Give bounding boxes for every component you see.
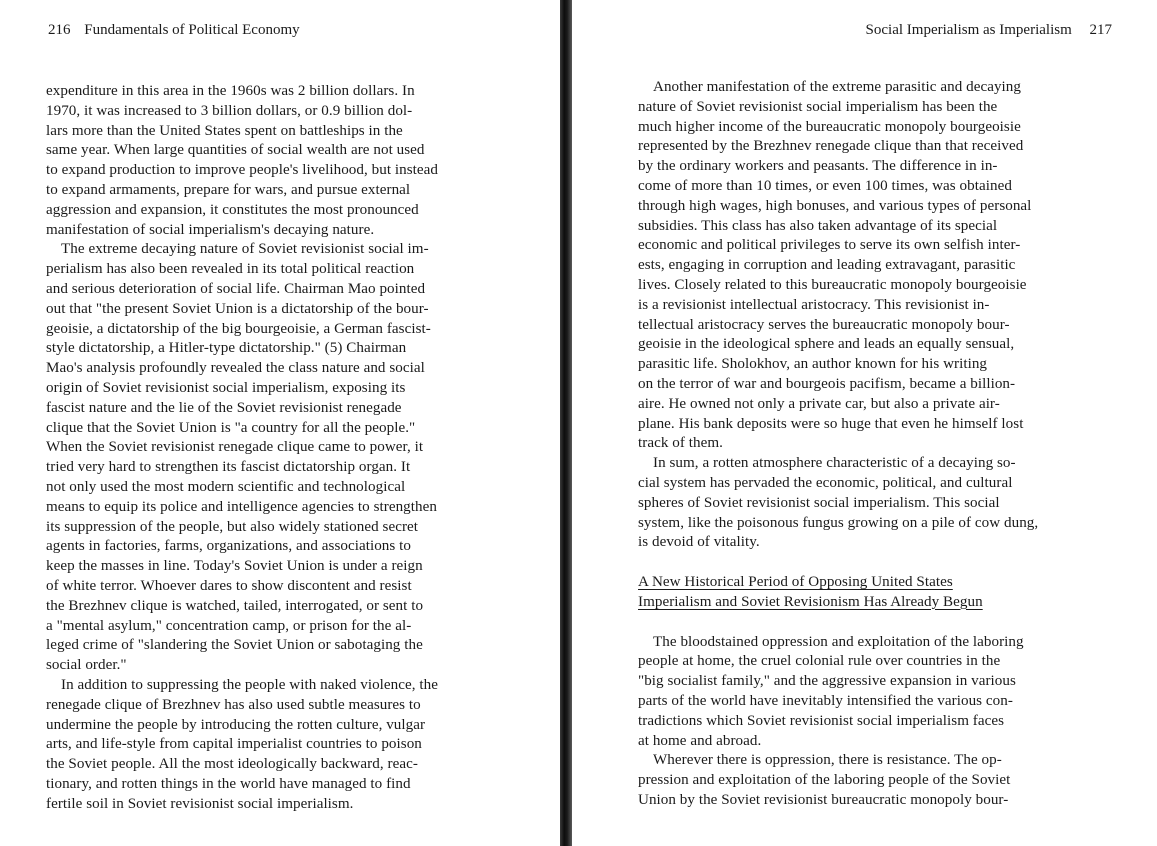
text-line: a "mental asylum," concentration camp, or prison for the al- [46,617,412,634]
text-line: tellectual aristocracy serves the bureaucratic monopoly bour- [638,316,1010,333]
text-line: renegade clique of Brezhnev has also used subtle measures to [46,696,421,713]
text-line: and serious deterioration of social life. Chairman Mao pointed [46,280,426,297]
text-line: parasitic life. Sholokhov, an author known for his writing [638,356,988,373]
right-page-number: 217 [1089,22,1112,38]
text-line: perialism has also been revealed in its total political reaction [46,261,415,278]
text-line: through high wages, high bonuses, and various types of personal [638,197,1032,214]
text-line: lives. Closely related to this bureaucratic monopoly bourgeoisie [638,276,1027,293]
text-line: lars more than the United States spent on battleships in the [46,122,403,139]
text-line: arts, and life-style from capital imperialist countries to poison [46,736,422,753]
text-line: parts of the world have inevitably intensified the various con- [638,692,1013,709]
left-running-head [48,20,300,40]
text-line: keep the masses in line. Today's Soviet Union is under a reign [46,558,423,575]
text-line: subsidies. This class has also taken advantage of its special [638,217,998,234]
text-line: the Soviet people. All the most ideologically backward, reac- [46,756,418,773]
right-running-head [866,20,1112,40]
text-line: aggression and expansion, it constitutes the most pronounced [46,201,419,218]
text-line: 1970, it was increased to 3 billion dollars, or 0.9 billion dol- [46,102,413,119]
text-line: In sum, a rotten atmosphere characteristic of a decaying so- [653,455,1016,472]
text-line: its suppression of the people, but also widely stationed secret [46,518,419,535]
right-page [572,0,1157,846]
text-line: The extreme decaying nature of Soviet revisionist social im- [61,241,429,258]
text-line: cial system has pervaded the economic, political, and cultural [638,474,1013,491]
text-line: undermine the people by introducing the rotten culture, vulgar [46,716,426,733]
text-line: by the ordinary workers and peasants. The difference in in- [638,158,998,175]
text-line: track of them. [638,435,723,452]
text-line: come of more than 10 times, or even 100 times, was obtained [638,177,1012,194]
text-line: much higher income of the bureaucratic monopoly bourgeoisie [638,118,1021,135]
text-line: to expand armaments, prepare for wars, and pursue external [46,181,411,198]
text-line: out that "the present Soviet Union is a dictatorship of the bour- [46,300,429,317]
text-line: nature of Soviet revisionist social imperialism has been the [638,98,998,115]
text-line: pression and exploitation of the laboring people of the Soviet [638,772,1011,789]
text-line: leged crime of "slandering the Soviet Union or sabotaging the [46,637,423,654]
text-line: of white terror. Whoever dares to show discontent and resist [46,577,412,594]
text-line: Wherever there is oppression, there is resistance. The op- [653,752,1002,769]
text-line: geoisie in the ideological sphere and leads an equally sensual, [638,336,1015,353]
text-line: expenditure in this area in the 1960s was 2 billion dollars. In [46,83,415,99]
text-line: fertile soil in Soviet revisionist social imperialism. [46,795,354,812]
text-line: Union by the Soviet revisionist bureaucratic monopoly bour- [638,791,1009,808]
text-line: economic and political privileges to serve its own selfish inter- [638,237,1021,254]
text-line: social order." [46,657,127,674]
text-line: on the terror of war and bourgeois pacifism, became a billion- [638,375,1016,392]
text-line: style dictatorship, a Hitler-type dictatorship." (5) Chairman [46,340,407,357]
text-line: is a revisionist intellectual aristocracy. This revisionist in- [638,296,990,313]
text-line: at home and abroad. [638,732,762,749]
right-body-text [638,78,1128,811]
text-line: Mao's analysis profoundly revealed the class nature and social [46,360,425,377]
left-body-text [46,82,536,814]
blank-line [638,613,1128,633]
text-line: aire. He owned not only a private car, but also a private air- [638,395,1000,412]
text-line: represented by the Brezhnev renegade clique than that received [638,138,1024,155]
text-line: Another manifestation of the extreme parasitic and decaying [653,79,1021,95]
text-line: to expand production to improve people's livelihood, but instead [46,162,438,179]
text-line: manifestation of social imperialism's decaying nature. [46,221,375,238]
text-line: tried very hard to strengthen its fascist dictatorship organ. It [46,459,411,476]
text-line: people at home, the cruel colonial rule over countries in the [638,653,1001,670]
text-line: the Brezhnev clique is watched, tailed, interrogated, or sent to [46,597,424,614]
text-line: spheres of Soviet revisionist social imperialism. This social [638,494,1000,511]
text-line: same year. When large quantities of social wealth are not used [46,142,425,159]
left-running-title: Fundamentals of Political Economy [84,22,300,38]
text-line: geoisie, a dictatorship of the big bourgeoisie, a German fascist- [46,320,431,337]
text-line: fascist nature and the lie of the Soviet revisionist renegade [46,399,402,416]
text-line: ests, engaging in corruption and leading extravagant, parasitic [638,257,1016,274]
text-line: means to equip its police and intelligence agencies to strengthen [46,498,437,515]
text-line: clique that the Soviet Union is "a country for all the people." [46,419,416,436]
text-line: When the Soviet revisionist renegade clique came to power, it [46,439,424,456]
text-line: "big socialist family," and the aggressive expansion in various [638,673,1016,690]
text-line: system, like the poisonous fungus growing on a pile of cow dung, [638,514,1039,531]
right-running-title: Social Imperialism as Imperialism [865,22,1072,38]
text-line: not only used the most modern scientific and technological [46,478,406,495]
text-line: tradictions which Soviet revisionist social imperialism faces [638,712,1005,729]
section-heading-line-2: Imperialism and Soviet Revisionism Has Already Begun [638,593,983,610]
text-line: is devoid of vitality. [638,534,760,551]
text-line: tionary, and rotten things in the world have managed to find [46,775,411,792]
section-heading-line-1: A New Historical Period of Opposing United States [638,573,953,590]
text-line: origin of Soviet revisionist social imperialism, exposing its [46,379,406,396]
left-page-number: 216 [48,22,71,38]
text-line: In addition to suppressing the people with naked violence, the [61,676,439,693]
text-line: plane. His bank deposits were so huge that even he himself lost [638,415,1024,432]
text-line: The bloodstained oppression and exploitation of the laboring [653,633,1024,650]
left-page [0,0,560,846]
blank-line [638,553,1128,573]
text-line: agents in factories, farms, organizations, and associations to [46,538,411,555]
book-spine-gutter [560,0,572,846]
